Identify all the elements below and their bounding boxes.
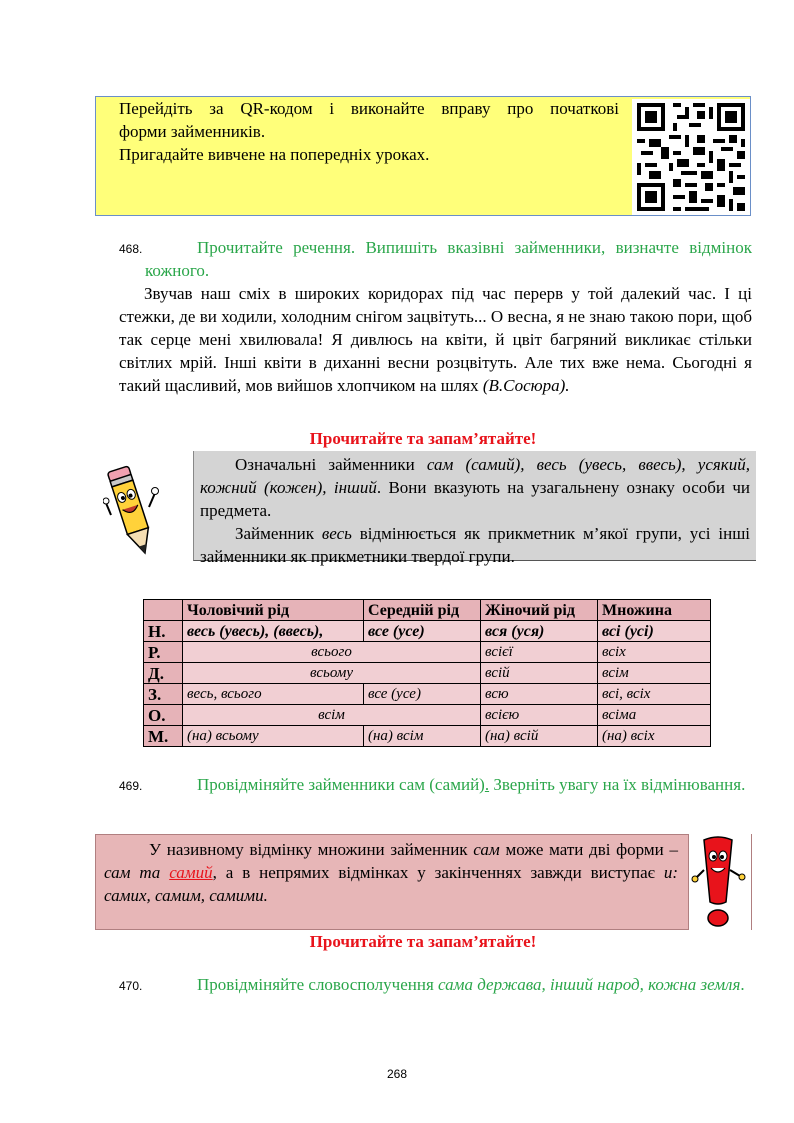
exercise-469-number: 469.: [119, 779, 143, 793]
text-span: У називному відмінку множини займенник: [149, 840, 474, 859]
table-header-row: [144, 600, 711, 621]
exercise-468-text: [119, 282, 752, 397]
italic-span: сам та: [104, 863, 170, 882]
table-header-cell: Середній рід: [364, 600, 481, 621]
page-number: 268: [386, 1067, 408, 1081]
qr-line-3: Пригадайте вивчене на попередніх уроках.: [119, 145, 430, 164]
italic-red-span: самий: [169, 863, 213, 882]
table-row: [144, 705, 711, 726]
table-cell: весь, всього: [183, 684, 364, 705]
remember-box-1: [193, 451, 756, 566]
table-cell: всіх: [598, 642, 711, 663]
qr-info-text: [119, 97, 619, 166]
table-cell: всім: [598, 663, 711, 684]
remember-paragraph-3: [104, 838, 678, 907]
exclamation-mascot-icon: [690, 834, 752, 930]
table-cell: (на) всіх: [598, 726, 711, 747]
table-cell: (на) всій: [481, 726, 598, 747]
table-cell: всій: [481, 663, 598, 684]
italic-span: сам (самий), весь (увесь, ввесь), усякий, кожний (кожен), інший: [200, 455, 750, 497]
table-cell: вся (уся): [481, 621, 598, 642]
text-span: Зверніть увагу на їх відмінювання.: [489, 775, 746, 794]
table-cell: всі, всіх: [598, 684, 711, 705]
exercise-468-task: Прочитайте речення. Випишіть вказівні займенники, визначте відмінок кожного.: [145, 238, 752, 280]
table-header-cell: Множина: [598, 600, 711, 621]
table-cell: всі (усі): [598, 621, 711, 642]
table-cell: все (усе): [364, 684, 481, 705]
text-span: Означальні займенники: [235, 455, 427, 474]
qr-line-1: Перейдіть за QR-кодом і виконайте вправу про початкові: [119, 99, 619, 118]
declension-table: [143, 599, 711, 747]
pencil-mascot-icon: [103, 463, 161, 561]
exercise-468-number: 468.: [119, 242, 143, 256]
table-row: [144, 663, 711, 684]
text-span: Провідміняйте займенники сам (самий): [197, 775, 485, 794]
table-cell: (на) всьому: [183, 726, 364, 747]
table-header-cell: Чоловічий рід: [183, 600, 364, 621]
qr-line-2: форми займенників.: [119, 122, 266, 141]
exercise-470-number: 470.: [119, 979, 143, 993]
table-cell: всім: [183, 705, 481, 726]
remember-title-1: Прочитайте та запам’ятайте!: [309, 429, 537, 448]
table-cell: всього: [183, 642, 481, 663]
case-cell: З.: [144, 684, 183, 705]
exercise-468-body: Звучав наш сміх в широких коридорах під час перерв у той далекий час. І ці стежки, де ви ходили, холодним снігом зацвітуть... О весна, я не знаю такою пори, щоб так серце мені хвилювала! Я дивлюсь на квіти, й цвіт багряний викликає стільки світлих мрій. Інші квіти в диханні весни розцвітуть. Але тих вже нема. Сьогодні я такий щасливий, мов вийшов хлопчиком на шлях: [119, 284, 752, 395]
text-span: Займенник: [235, 524, 322, 543]
text-span: , а в непрямих відмінках у закінченнях завжди виступає: [212, 863, 664, 882]
table-header-cell: [144, 600, 183, 621]
table-cell: всіма: [598, 705, 711, 726]
table-row: [144, 642, 711, 663]
text-span: може мати дві форми –: [499, 840, 678, 859]
table-cell: всю: [481, 684, 598, 705]
case-cell: Р.: [144, 642, 183, 663]
table-cell: всієї: [481, 642, 598, 663]
remember-box-2: [95, 834, 689, 930]
case-cell: Н.: [144, 621, 183, 642]
text-span: .: [740, 975, 745, 994]
table-cell: всьому: [183, 663, 481, 684]
table-row: [144, 726, 711, 747]
exercise-469-task: [145, 773, 752, 796]
table-cell: (на) всім: [364, 726, 481, 747]
text-span: .: [484, 775, 490, 794]
italic-span: сам: [473, 840, 500, 859]
text-span: Провідміняйте словосполучення: [197, 975, 439, 994]
italic-span: сама держава, інший народ, кожна земля: [438, 975, 741, 994]
remember-title-2: Прочитайте та запам’ятайте!: [309, 932, 537, 951]
qr-code-icon[interactable]: [632, 99, 750, 215]
remember-paragraph-1: [200, 453, 750, 522]
case-cell: О.: [144, 705, 183, 726]
table-cell: все (усе): [364, 621, 481, 642]
exercise-468-author: (В.Сосюра).: [482, 376, 570, 395]
text-span: . Вони вказують на узагальнену ознаку особи чи предмета.: [200, 478, 751, 520]
exercise-470-task: [145, 973, 752, 996]
table-row: [144, 684, 711, 705]
italic-span: и: самих, самим, самими.: [104, 863, 678, 905]
text-span: відмінюється як прикметник м’якої групи, усі інші займенники як прикметники твердої групи.: [200, 524, 751, 566]
table-cell: всією: [481, 705, 598, 726]
case-cell: Д.: [144, 663, 183, 684]
remember-paragraph-2: [200, 522, 750, 568]
table-row: [144, 621, 711, 642]
table-header-cell: Жіночий рід: [481, 600, 598, 621]
table-cell: весь (увесь), (ввесь),: [183, 621, 364, 642]
italic-span: весь: [321, 524, 352, 543]
case-cell: М.: [144, 726, 183, 747]
